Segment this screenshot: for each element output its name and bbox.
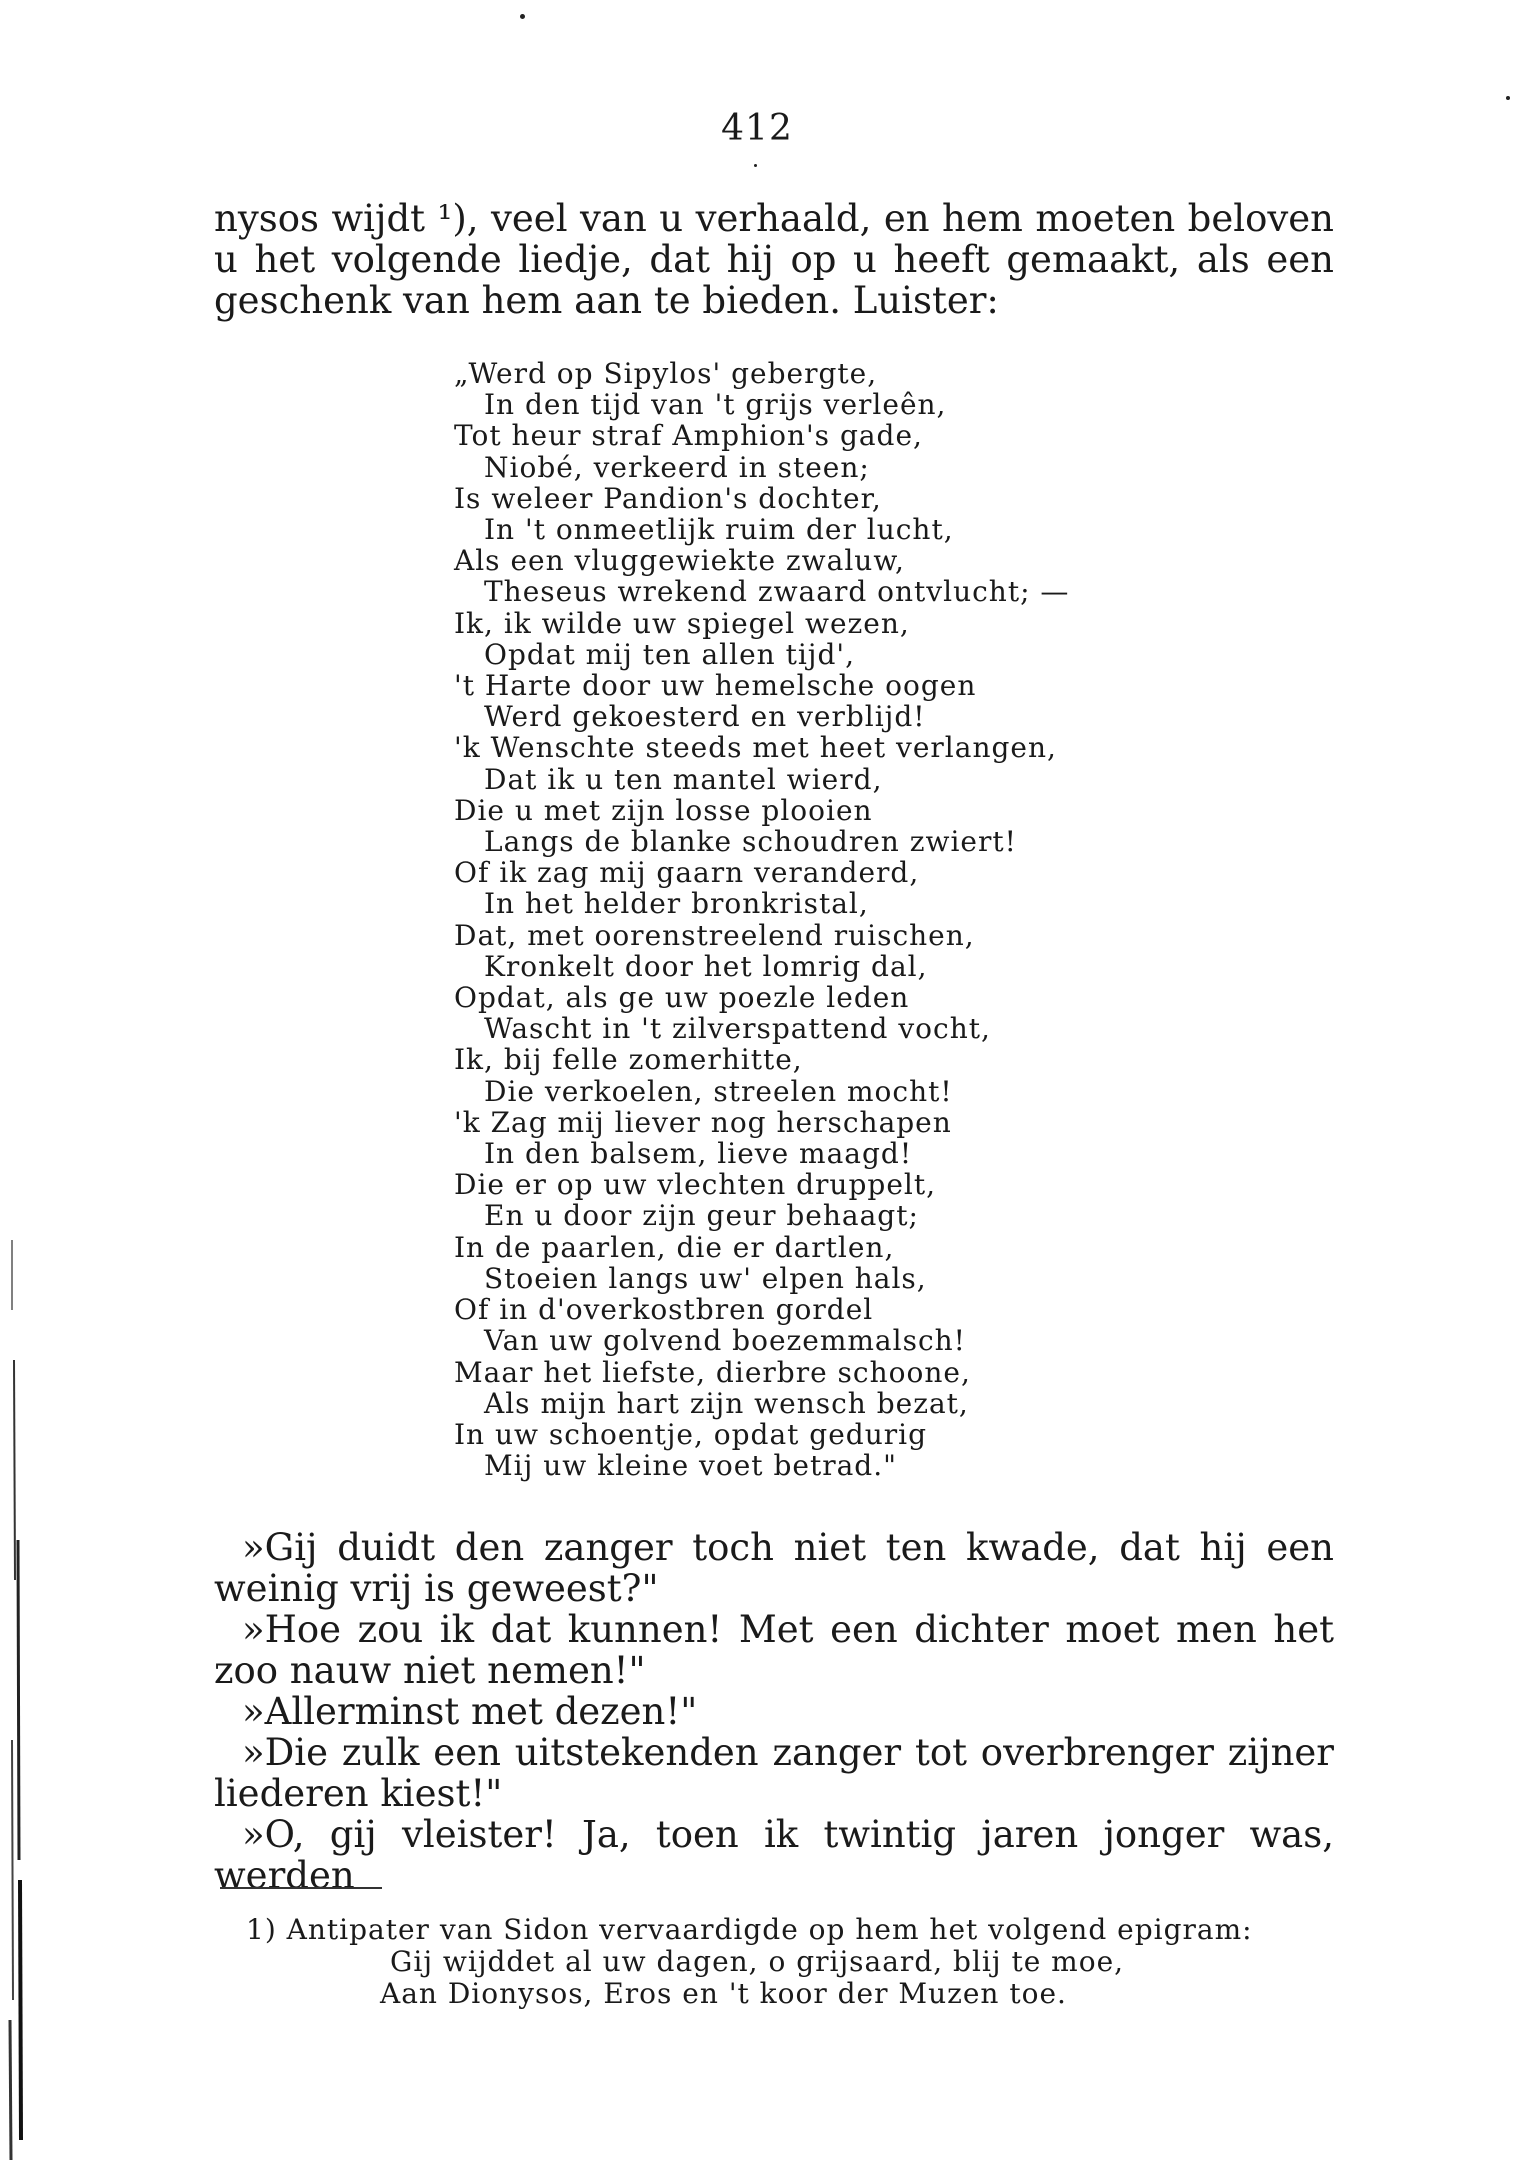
poem-line: Langs de blanke schoudren zwiert!: [484, 825, 1017, 859]
poem-line: 't Harte door uw hemelsche oogen: [454, 669, 977, 703]
intro-text: nysos wijdt ¹), veel van u verhaald, en hem moeten beloven u het volgende liedje, dat hij op u heeft gemaakt, als een geschenk van hem aan te bieden. Luister:: [214, 197, 1334, 322]
poem-line: Als een vluggewiekte zwaluw,: [454, 544, 905, 578]
poem-line: 'k Zag mij liever nog herschapen: [454, 1105, 952, 1139]
dialogue-paragraph: »Die zulk een uitstekenden zanger tot overbrenger zijner liederen kiest!": [214, 1731, 1334, 1815]
poem-line: Opdat, als ge uw poezle leden: [454, 981, 910, 1015]
intro-paragraph: [214, 198, 1334, 321]
poem-line: 'k Wenschte steeds met heet verlangen,: [454, 731, 1057, 765]
poem-line: Maar het liefste, dierbre schoone,: [454, 1355, 971, 1389]
ink-speck: [1506, 96, 1510, 100]
ink-speck: [520, 14, 525, 19]
poem-line: In den balsem, lieve maagd!: [484, 1137, 913, 1171]
poem-line: Of ik zag mij gaarn veranderd,: [454, 856, 920, 890]
poem-line: Van uw golvend boezemmalsch!: [484, 1324, 966, 1358]
footnote-divider: [220, 1887, 382, 1889]
poem-line: Niobé, verkeerd in steen;: [484, 450, 870, 484]
dialogue-paragraph: »O, gij vleister! Ja, toen ik twintig jaren jonger was, werden: [214, 1813, 1334, 1897]
poem-line: Als mijn hart zijn wensch bezat,: [484, 1386, 969, 1420]
poem-line: Die verkoelen, streelen mocht!: [484, 1074, 953, 1108]
poem-line: Dat ik u ten mantel wierd,: [484, 762, 883, 796]
ink-speck: [754, 164, 757, 167]
poem-line: Is weleer Pandion's dochter,: [454, 481, 882, 515]
poem-line: In den tijd van 't grijs verleên,: [484, 388, 947, 422]
footnote-text: 1) Antipater van Sidon vervaardigde op hem het volgend epigram:: [246, 1913, 1253, 1946]
dialogue-paragraph: »Allerminst met dezen!": [242, 1690, 698, 1733]
poem-line: „Werd op Sipylos' gebergte,: [454, 357, 878, 390]
poem-line: Wascht in 't zilverspattend vocht,: [484, 1012, 991, 1046]
poem-line: Kronkelt door het lomrig dal,: [484, 949, 928, 983]
poem-line: Stoeien langs uw' elpen hals,: [484, 1261, 927, 1295]
footnote-verse-line: Gij wijddet al uw dagen, o grijsaard, blij te moe,: [390, 1945, 1125, 1978]
footnote: [246, 1914, 1253, 2010]
page-number: 412: [721, 108, 793, 149]
poem-line: Dat, met oorenstreelend ruischen,: [454, 918, 975, 952]
poem-line: Of in d'overkostbren gordel: [454, 1293, 874, 1327]
dialogue-paragraph: »Hoe zou ik dat kunnen! Met een dichter moet men het zoo nauw niet nemen!": [214, 1608, 1334, 1692]
dialogue-section: [214, 1527, 1334, 1896]
poem: [454, 358, 1069, 1481]
poem-line: In uw schoentje, opdat gedurig: [454, 1417, 928, 1451]
footnote-verse-line: Aan Dionysos, Eros en 't koor der Muzen toe.: [380, 1977, 1067, 2010]
poem-line: In het helder bronkristal,: [484, 887, 869, 921]
poem-line: Tot heur straf Amphion's gade,: [454, 419, 923, 453]
poem-line: Mij uw kleine voet betrad.": [484, 1449, 897, 1483]
poem-line: Ik, ik wilde uw spiegel wezen,: [454, 606, 910, 640]
poem-line: Opdat mij ten allen tijd',: [484, 637, 856, 671]
poem-line: En u door zijn geur behaagt;: [484, 1199, 919, 1233]
binding-edge-marks: [6, 1240, 28, 2160]
poem-line: Ik, bij felle zomerhitte,: [454, 1043, 803, 1077]
poem-line: Die er op uw vlechten druppelt,: [454, 1168, 936, 1202]
poem-line: Werd gekoesterd en verblijd!: [484, 700, 926, 734]
poem-line: In de paarlen, die er dartlen,: [454, 1230, 895, 1264]
poem-line: In 't onmeetlijk ruim der lucht,: [484, 513, 954, 547]
poem-line: Die u met zijn losse plooien: [454, 793, 873, 827]
poem-line: Theseus wrekend zwaard ontvlucht; —: [484, 575, 1070, 609]
dialogue-paragraph: »Gij duidt den zanger toch niet ten kwade, dat hij een weinig vrij is geweest?": [214, 1526, 1334, 1610]
